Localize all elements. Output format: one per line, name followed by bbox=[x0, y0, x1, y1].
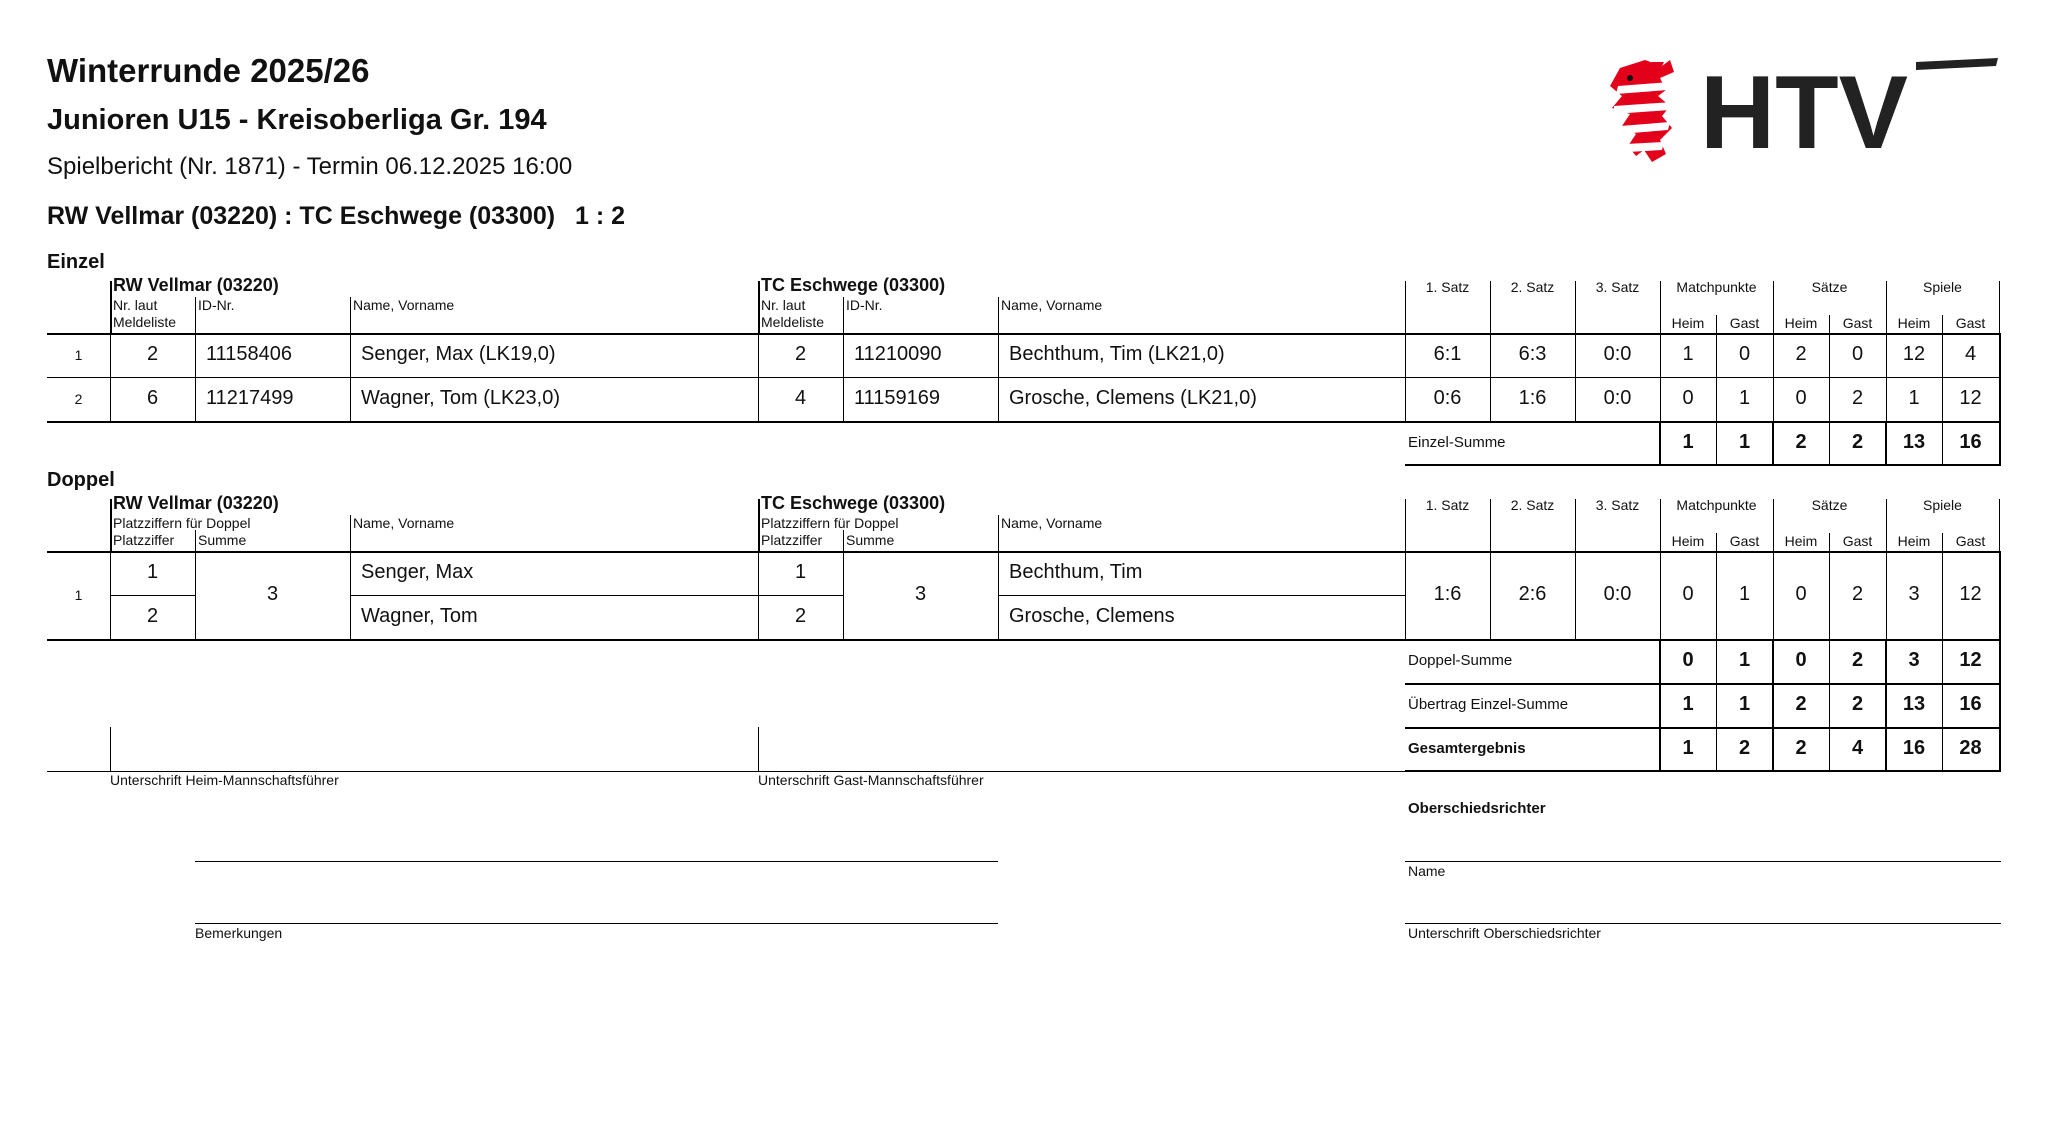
match-score: 1 : 2 bbox=[575, 202, 626, 230]
logo-text: HTV bbox=[1700, 56, 1908, 166]
referee-signature-label: Unterschrift Oberschiedsrichter bbox=[1408, 925, 1601, 941]
match-teams: RW Vellmar (03220) : TC Eschwege (03300) bbox=[47, 202, 556, 230]
einzel-home-team: RW Vellmar (03220) bbox=[113, 275, 279, 295]
einzel-guest-team: TC Eschwege (03300) bbox=[761, 275, 946, 295]
remarks-label: Bemerkungen bbox=[195, 925, 283, 941]
report-info: Spielbericht (Nr. 1871) - Termin 06.12.2025 16:00 bbox=[47, 153, 573, 180]
referee-title: Oberschiedsrichter bbox=[1408, 800, 1546, 817]
doppel-home-team: RW Vellmar (03220) bbox=[113, 493, 279, 513]
page-title: Winterrunde 2025/26 bbox=[47, 52, 370, 89]
hessian-lion-icon bbox=[1600, 56, 2000, 166]
section-einzel: Einzel bbox=[47, 251, 105, 273]
doppel-guest-team: TC Eschwege (03300) bbox=[761, 493, 946, 513]
referee-name-label: Name bbox=[1408, 863, 1446, 879]
sig-guest-label: Unterschrift Gast-Mannschaftsführer bbox=[758, 772, 984, 788]
section-doppel: Doppel bbox=[47, 469, 115, 491]
league-title: Junioren U15 - Kreisoberliga Gr. 194 bbox=[47, 104, 547, 136]
htv-logo bbox=[1600, 56, 2000, 166]
sig-home-label: Unterschrift Heim-Mannschaftsführer bbox=[110, 772, 339, 788]
